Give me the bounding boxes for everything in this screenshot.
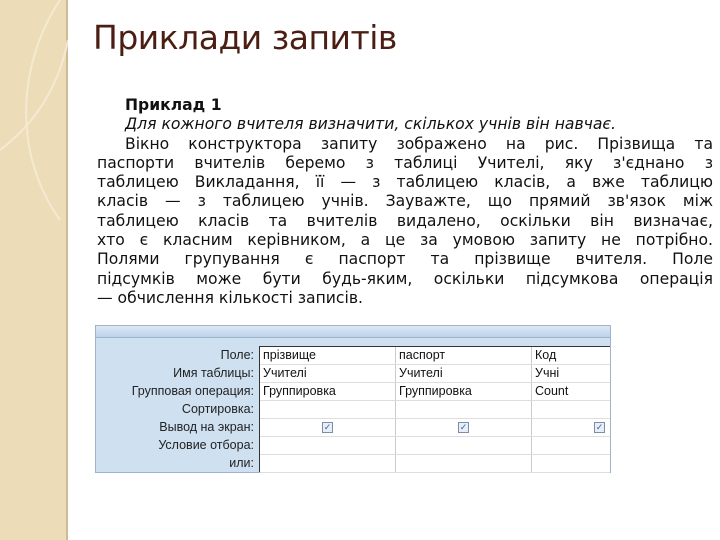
row-sort xyxy=(260,401,610,419)
slide-title: Приклади запитів xyxy=(93,18,397,57)
row-table xyxy=(260,365,610,383)
sort-cell[interactable] xyxy=(532,401,610,418)
paragraph-line: — обчислення кількості записів. xyxy=(97,288,363,307)
table-cell[interactable]: Учителі xyxy=(260,365,396,382)
decorative-side-band xyxy=(0,0,68,540)
grid-cells xyxy=(259,346,610,472)
group-cell[interactable]: Группировка xyxy=(396,383,532,400)
criteria-cell[interactable] xyxy=(396,437,532,454)
task-statement: Для кожного вчителя визначити, скількох учнів він навчає. xyxy=(125,115,616,134)
slide-body xyxy=(97,96,713,308)
show-checkbox[interactable]: ✓ xyxy=(459,422,468,432)
sort-cell[interactable] xyxy=(396,401,532,418)
sort-cell[interactable] xyxy=(260,401,396,418)
show-checkbox[interactable]: ✓ xyxy=(595,422,604,432)
paragraph-line: таблицею класів та вчителів видалено, оскільки він визначає, xyxy=(97,211,713,230)
row-group xyxy=(260,383,610,401)
show-cell xyxy=(396,419,532,436)
paragraph-line: класів — з таблицею учнів. Зауважте, що прямий зв'язок між xyxy=(97,192,713,211)
show-cell xyxy=(532,419,610,436)
row-or xyxy=(260,455,610,473)
grid-header-strip xyxy=(96,326,610,338)
row-field xyxy=(260,347,610,365)
row-label-or: или: xyxy=(229,456,254,470)
query-design-grid xyxy=(95,325,611,473)
paragraph-line: таблицею Викладання, її — з таблицею класів, а вже таблицю xyxy=(97,173,713,192)
show-cell xyxy=(260,419,396,436)
table-cell[interactable]: Учні xyxy=(535,366,560,380)
row-label-field: Поле: xyxy=(220,348,254,362)
criteria-cell[interactable] xyxy=(532,437,610,454)
field-cell[interactable]: паспорт xyxy=(396,347,532,364)
group-cell[interactable]: Count xyxy=(535,384,569,398)
paragraph-line: хто є класним керівником, а це за умовою запиту не потрібно. xyxy=(97,231,713,250)
row-label-show: Вывод на экран: xyxy=(159,420,254,434)
or-cell[interactable] xyxy=(532,455,610,472)
show-checkbox[interactable]: ✓ xyxy=(323,422,332,432)
row-show xyxy=(260,419,610,437)
row-label-criteria: Условие отбора: xyxy=(158,438,254,452)
example-heading: Приклад 1 xyxy=(125,96,222,114)
row-label-sort: Сортировка: xyxy=(181,402,254,416)
field-cell[interactable]: прізвище xyxy=(260,347,396,364)
or-cell[interactable] xyxy=(260,455,396,472)
table-cell[interactable]: Учителі xyxy=(396,365,532,382)
criteria-cell[interactable] xyxy=(260,437,396,454)
or-cell[interactable] xyxy=(396,455,532,472)
row-labels xyxy=(96,346,258,472)
field-cell[interactable]: Код xyxy=(535,348,557,362)
paragraph-line: підсумків може бути будь-яким, оскільки підсумкова операція xyxy=(97,269,713,288)
decorative-swirl-icon xyxy=(0,0,68,540)
row-label-table: Имя таблицы: xyxy=(173,366,254,380)
group-cell[interactable]: Группировка xyxy=(260,383,396,400)
row-criteria xyxy=(260,437,610,455)
paragraph-line: паспорти вчителів беремо з таблиці Учителі, яку з'єднано з xyxy=(97,153,713,172)
row-label-group: Групповая операция: xyxy=(131,384,254,398)
paragraph-line: Полями групування є паспорт та прізвище вчителя. Поле xyxy=(97,250,713,269)
paragraph-line: Вікно конструктора запиту зображено на рис. Прізвища та xyxy=(125,134,713,153)
